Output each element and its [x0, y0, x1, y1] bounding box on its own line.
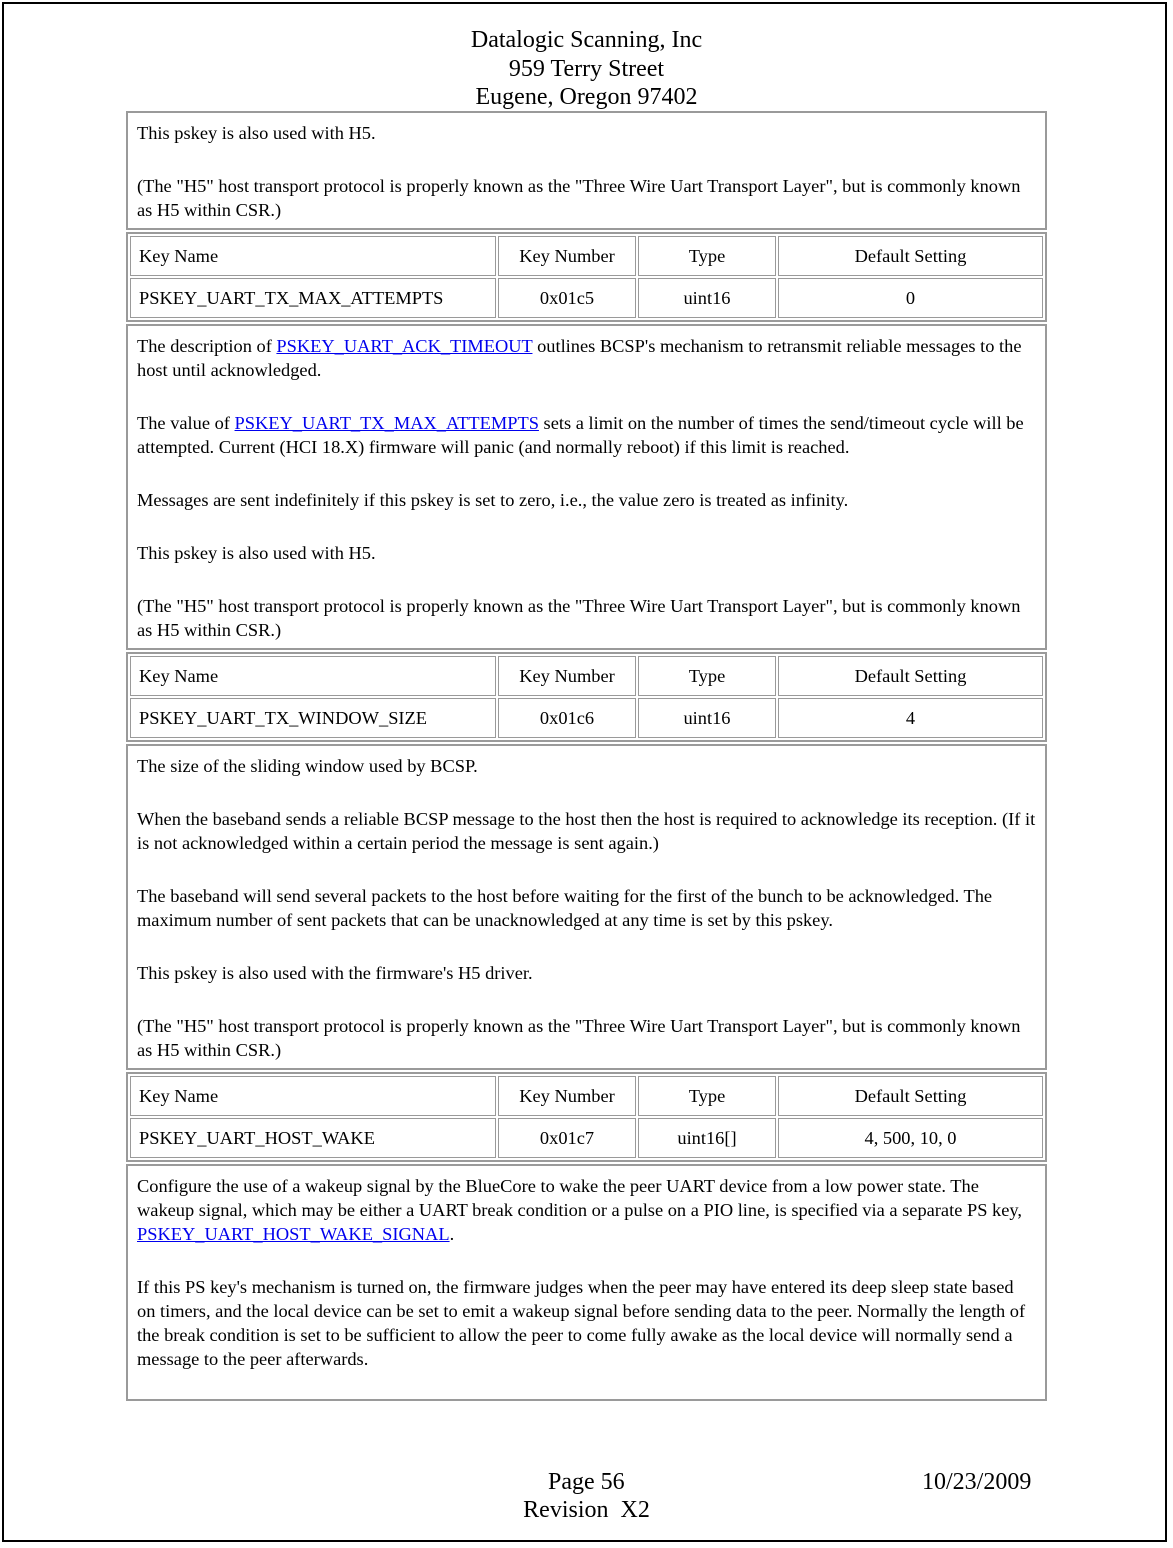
paragraph: The value of PSKEY_UART_TX_MAX_ATTEMPTS sets a limit on the number of times the send/timeout cycle will be attempted. Current (HCI 18.X) firmware will panic (and normally reboot) if this limit is reached. [137, 413, 1024, 457]
paragraph: (The "H5" host transport protocol is properly known as the "Three Wire Uart Transport Layer", but is commonly known as H5 within CSR.) [137, 176, 1021, 220]
key-number-cell: 0x01c7 [498, 1118, 636, 1158]
type-cell: uint16 [638, 698, 776, 738]
paragraph: Configure the use of a wakeup signal by the BlueCore to wake the peer UART device from a low power state. The wakeup signal, which may be either a UART break condition or a pulse on a PIO line, is specified via a separate PS key, PSKEY_UART_HOST_WAKE_SIGNAL. [137, 1176, 1022, 1244]
key-number-cell: 0x01c5 [498, 278, 636, 318]
key-number-header: Key Number [498, 656, 636, 696]
table-row [130, 1118, 1043, 1158]
table-header-row [130, 236, 1043, 276]
page-number: Page 56 [548, 1469, 625, 1495]
key-name-cell: PSKEY_UART_TX_MAX_ATTEMPTS [130, 278, 496, 318]
default-setting-cell: 0 [778, 278, 1043, 318]
key-number-header: Key Number [498, 1076, 636, 1116]
document-body [126, 111, 1047, 1403]
default-setting-header: Default Setting [778, 656, 1043, 696]
type-header: Type [638, 656, 776, 696]
letterhead [0, 26, 1173, 112]
key-table [126, 1072, 1047, 1162]
key-table [126, 232, 1047, 322]
revision: Revision X2 [523, 1497, 650, 1523]
key-table [126, 652, 1047, 742]
pskey-uart-host-wake-signal-link[interactable]: PSKEY_UART_HOST_WAKE_SIGNAL [137, 1224, 450, 1244]
company-name: Datalogic Scanning, Inc [470, 27, 703, 53]
paragraph: (The "H5" host transport protocol is properly known as the "Three Wire Uart Transport Layer", but is commonly known as H5 within CSR.) [137, 596, 1021, 640]
key-name-header: Key Name [130, 1076, 496, 1116]
paragraph: If this PS key's mechanism is turned on, the firmware judges when the peer may have entered its deep sleep state based on timers, and the local device can be set to emit a wakeup signal before sending data to the peer. Normally the length of the break condition is set to be sufficient to allow the peer to come fully awake as the local device will normally send a message to the peer afterwards. [137, 1277, 1026, 1369]
paragraph: When the baseband sends a reliable BCSP message to the host then the host is required to acknowledge its reception. (If it is not acknowledged within a certain period the message is sent again.) [137, 809, 1036, 853]
default-setting-header: Default Setting [778, 1076, 1043, 1116]
intro-description [126, 111, 1047, 230]
key-name-cell: PSKEY_UART_TX_WINDOW_SIZE [130, 698, 496, 738]
default-setting-cell: 4 [778, 698, 1043, 738]
street-address: 959 Terry Street [508, 55, 665, 82]
default-setting-cell: 4, 500, 10, 0 [778, 1118, 1043, 1158]
key-name-cell: PSKEY_UART_HOST_WAKE [130, 1118, 496, 1158]
table-row [130, 698, 1043, 738]
table-header-row [130, 656, 1043, 696]
pskey-uart-tx-max-attempts-link[interactable]: PSKEY_UART_TX_MAX_ATTEMPTS [234, 413, 539, 433]
paragraph: The baseband will send several packets to the host before waiting for the first of the bunch to be acknowledged. The maximum number of sent packets that can be unacknowledged at any time is set by this pskey. [137, 886, 993, 930]
footer-date: 10/23/2009 [922, 1469, 1032, 1495]
key-number-header: Key Number [498, 236, 636, 276]
key-description [126, 324, 1047, 650]
paragraph: Messages are sent indefinitely if this pskey is set to zero, i.e., the value zero is treated as infinity. [137, 490, 849, 510]
table-header-row [130, 1076, 1043, 1116]
key-name-header: Key Name [130, 236, 496, 276]
key-name-header: Key Name [130, 656, 496, 696]
paragraph: This pskey is also used with H5. [137, 543, 376, 563]
key-number-cell: 0x01c6 [498, 698, 636, 738]
paragraph: (The "H5" host transport protocol is properly known as the "Three Wire Uart Transport Layer", but is commonly known as H5 within CSR.) [137, 1016, 1021, 1060]
default-setting-header: Default Setting [778, 236, 1043, 276]
pskey-uart-ack-timeout-link[interactable]: PSKEY_UART_ACK_TIMEOUT [276, 336, 533, 356]
paragraph: The description of PSKEY_UART_ACK_TIMEOUT outlines BCSP's mechanism to retransmit reliable messages to the host until acknowledged. [137, 336, 1022, 380]
key-description [126, 1164, 1047, 1401]
type-header: Type [638, 1076, 776, 1116]
paragraph: This pskey is also used with the firmware's H5 driver. [137, 963, 533, 983]
type-header: Type [638, 236, 776, 276]
paragraph: The size of the sliding window used by BCSP. [137, 756, 478, 776]
table-row [130, 278, 1043, 318]
type-cell: uint16 [638, 278, 776, 318]
city-address: Eugene, Oregon 97402 [475, 84, 698, 110]
key-description [126, 744, 1047, 1070]
paragraph: This pskey is also used with H5. [137, 123, 376, 143]
type-cell: uint16[] [638, 1118, 776, 1158]
